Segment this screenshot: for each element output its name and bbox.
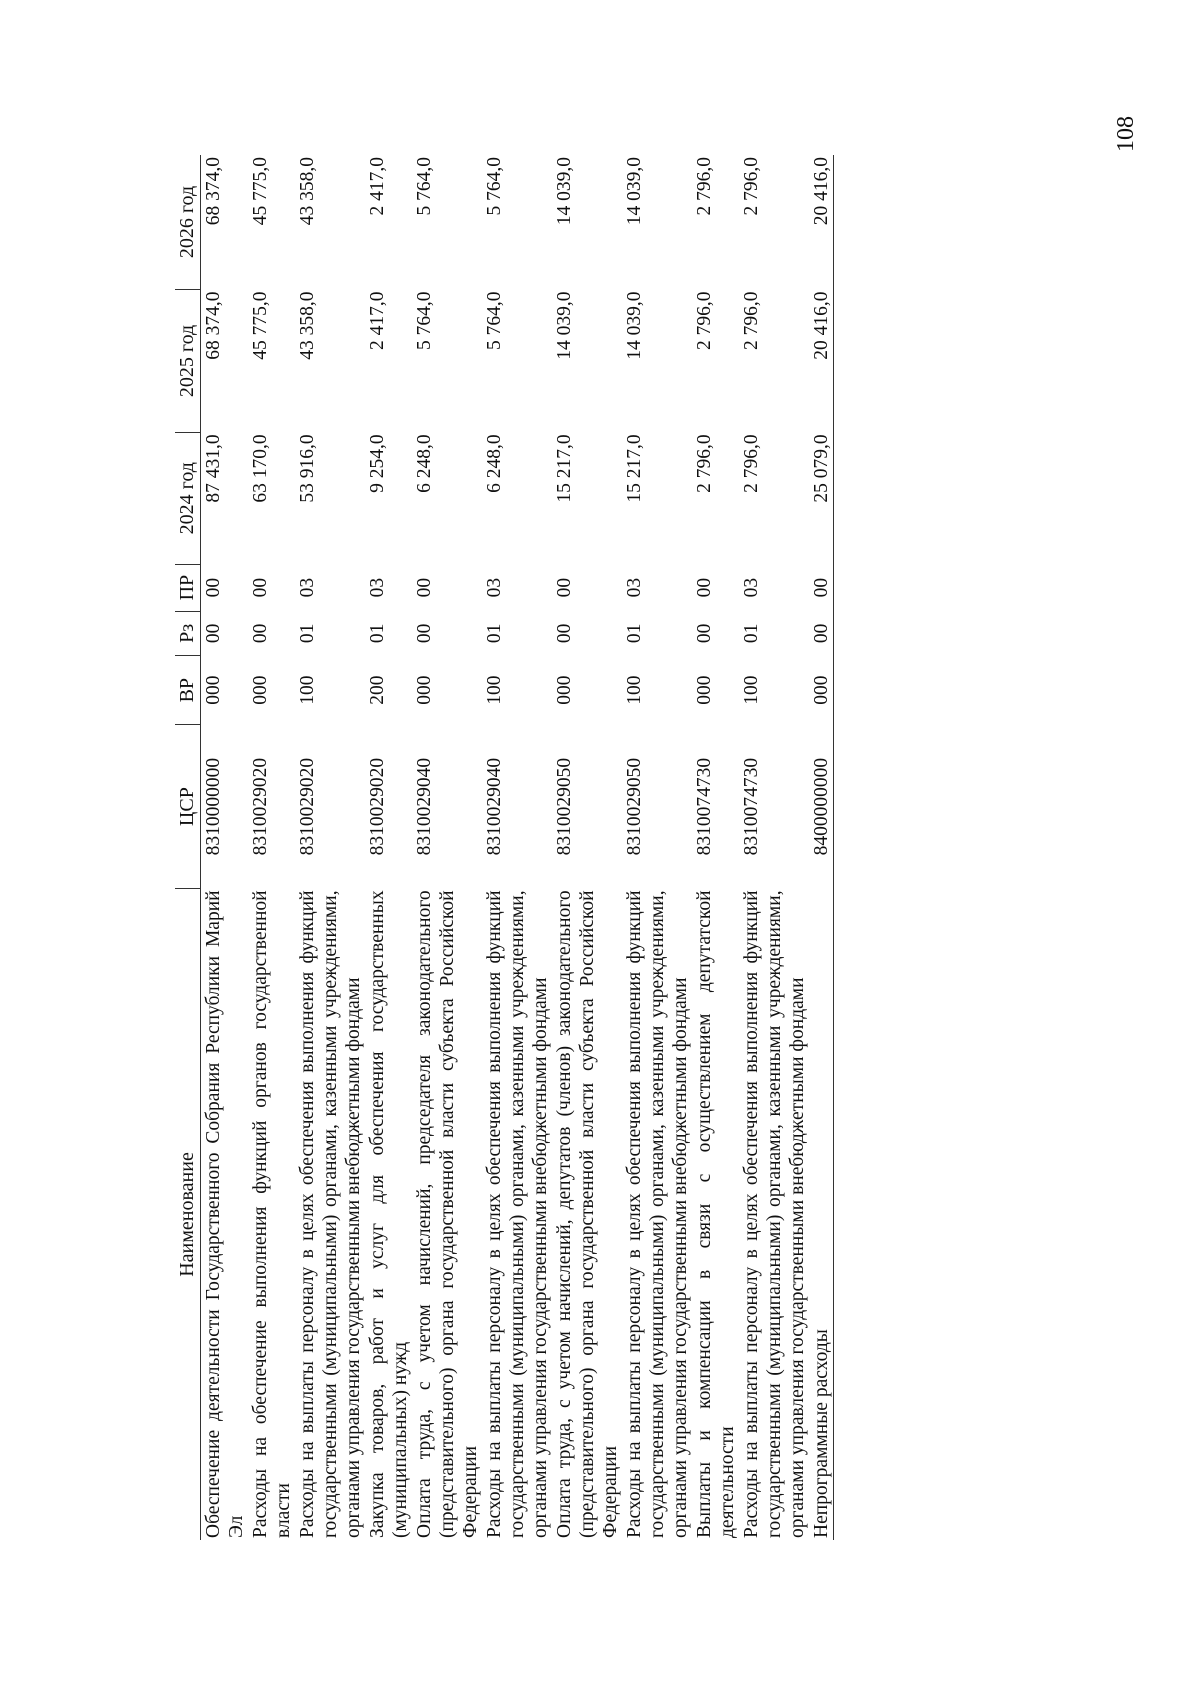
row-name: Расходы на выплаты персоналу в целях обеспечения выполнения функций государственными (муниципальными) органами, казенными учреждениями, органами управления государственными внебюджетными фондами [624,890,691,1538]
budget-table [175,155,834,1540]
row-rz: 01 [297,623,318,644]
row-csr: 8400000000 [809,725,834,889]
row-pr: 03 [297,577,318,598]
row-csr: 8310074730 [694,757,715,856]
table-row [365,155,412,1540]
row-vr: 100 [624,675,645,705]
row-amount-2026: 2 417,0 [367,157,388,216]
row-csr: 8310029040 [414,757,435,856]
header-2026: 2026 год [175,155,201,290]
row-vr: 000 [250,675,271,705]
row-amount-2024: 2 796,0 [694,434,715,493]
table-row [248,155,295,1540]
row-amount-2025: 5 764,0 [484,291,505,351]
row-pr: 00 [414,577,435,598]
row-amount-2024: 15 217,0 [624,434,645,503]
row-amount-2025: 2 796,0 [694,291,715,351]
row-amount-2024: 6 248,0 [484,434,505,493]
row-rz: 00 [809,611,834,655]
row-vr: 000 [554,675,575,705]
row-csr: 8310029040 [484,757,505,856]
row-amount-2025: 20 416,0 [809,290,834,433]
row-amount-2026: 2 796,0 [694,157,715,216]
row-amount-2025: 14 039,0 [624,291,645,360]
row-csr: 8310029050 [554,757,575,856]
row-name: Выплаты и компенсации в связи с осуществлением депутатской деятельности [694,890,738,1538]
row-rz: 00 [694,623,715,644]
row-amount-2024: 63 170,0 [250,434,271,503]
table-row [412,155,482,1540]
row-rz: 01 [624,623,645,644]
table-row [809,155,834,1540]
row-pr: 00 [554,577,575,598]
table-row [482,155,552,1540]
row-pr: 03 [484,577,505,598]
row-pr: 00 [250,577,271,598]
row-amount-2026: 5 764,0 [414,157,435,216]
row-rz: 00 [554,623,575,644]
row-amount-2024: 2 796,0 [741,434,762,493]
row-amount-2025: 5 764,0 [414,291,435,351]
row-name: Расходы на выплаты персоналу в целях обеспечения выполнения функций государственными (муниципальными) органами, казенными учреждениями, органами управления государственными внебюджетными фондами [741,890,808,1538]
row-name: Расходы на обеспечение выполнения функций органов государственной власти [250,890,294,1538]
row-pr: 03 [367,577,388,598]
row-amount-2025: 14 039,0 [554,291,575,360]
table-row [622,155,692,1540]
row-name: Расходы на выплаты персоналу в целях обеспечения выполнения функций государственными (муниципальными) органами, казенными учреждениями, органами управления государственными внебюджетными фондами [297,890,364,1538]
row-amount-2024: 9 254,0 [367,434,388,493]
row-rz: 01 [484,623,505,644]
row-name: Закупка товаров, работ и услуг для обеспечения государственных (муниципальных) нужд [367,890,411,1538]
header-vr: ВР [175,656,201,725]
row-amount-2026: 45 775,0 [250,157,271,226]
row-amount-2025: 2 417,0 [367,291,388,351]
row-amount-2026: 14 039,0 [554,157,575,226]
row-rz: 00 [250,623,271,644]
table-row [692,155,739,1540]
row-rz: 00 [414,623,435,644]
row-amount-2026: 5 764,0 [484,157,505,216]
row-amount-2025: 2 796,0 [741,291,762,351]
row-amount-2026: 2 796,0 [741,157,762,216]
header-name: Наименование [175,888,201,1540]
row-name: Обеспечение деятельности Государственного Собрания Республики Марий Эл [203,890,247,1538]
row-amount-2026: 43 358,0 [297,157,318,226]
row-rz: 01 [741,623,762,644]
row-rz: 01 [367,623,388,644]
row-csr: 8310029050 [624,757,645,856]
row-name: Оплата труда, с учетом начислений, депутатов (членов) законодательного (представительного) органа государственной власти субъекта Российской Федерации [554,890,621,1538]
row-amount-2024: 53 916,0 [297,434,318,503]
row-vr: 100 [297,675,318,705]
header-csr: ЦСР [175,725,201,889]
row-amount-2026: 20 416,0 [809,155,834,290]
row-pr: 03 [624,577,645,598]
table-row [552,155,622,1540]
row-csr: 8310000000 [203,757,224,856]
row-vr: 000 [203,675,224,705]
row-amount-2026: 68 374,0 [203,157,224,226]
row-pr: 00 [203,577,224,598]
header-rz: Рз [175,611,201,655]
row-pr: 00 [809,564,834,611]
row-rz: 00 [203,623,224,644]
table-header-row [175,155,201,1540]
row-amount-2025: 68 374,0 [203,291,224,360]
table-row [739,155,809,1540]
row-vr: 000 [414,675,435,705]
header-2025: 2025 год [175,290,201,433]
row-amount-2024: 87 431,0 [203,434,224,503]
row-vr: 100 [741,675,762,705]
row-amount-2025: 43 358,0 [297,291,318,360]
table-body [201,155,834,1540]
row-csr: 8310074730 [741,757,762,856]
row-amount-2024: 6 248,0 [414,434,435,493]
row-vr: 000 [809,656,834,725]
row-name: Непрограммные расходы [809,888,834,1540]
row-amount-2024: 15 217,0 [554,434,575,503]
row-vr: 100 [484,675,505,705]
page-number: 108 [1113,116,1139,152]
row-vr: 200 [367,675,388,705]
row-name: Расходы на выплаты персоналу в целях обеспечения выполнения функций государственными (муниципальными) органами, казенными учреждениями, органами управления государственными внебюджетными фондами [484,890,551,1538]
table-row [295,155,365,1540]
row-csr: 8310029020 [297,757,318,856]
table-row [201,155,249,1540]
row-pr: 03 [741,577,762,598]
row-name: Оплата труда, с учетом начислений, председателя законодательного (представительного) органа государственной власти субъекта Российской Федерации [414,890,481,1538]
header-pr: ПР [175,564,201,611]
row-pr: 00 [694,577,715,598]
row-amount-2026: 14 039,0 [624,157,645,226]
row-csr: 8310029020 [367,757,388,856]
row-vr: 000 [694,675,715,705]
row-amount-2024: 25 079,0 [809,432,834,564]
row-amount-2025: 45 775,0 [250,291,271,360]
row-csr: 8310029020 [250,757,271,856]
header-2024: 2024 год [175,432,201,564]
